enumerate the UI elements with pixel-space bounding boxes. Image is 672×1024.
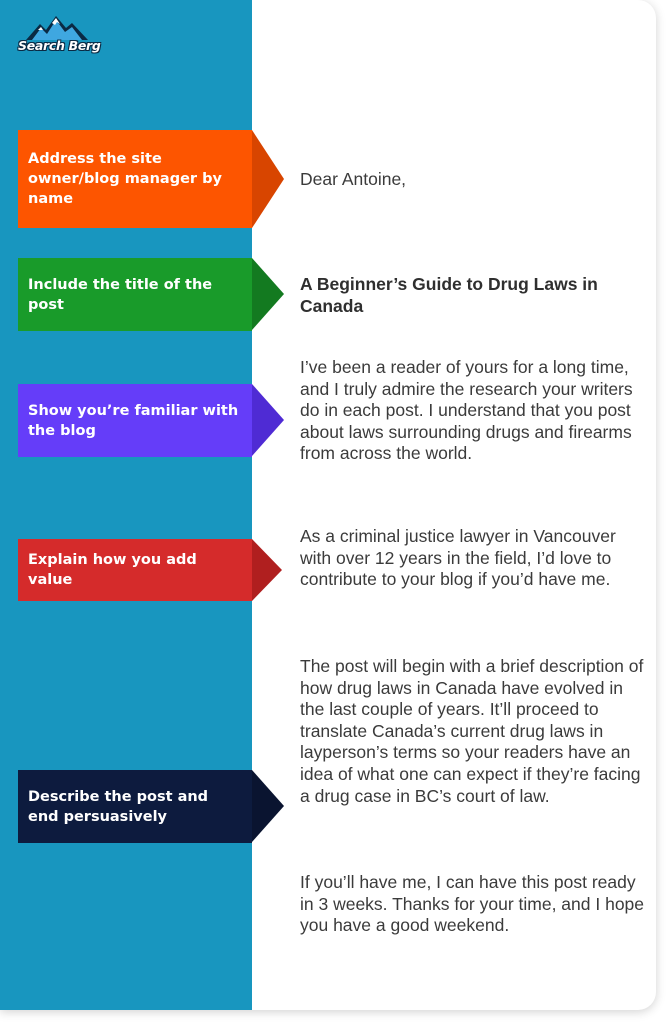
step-arrow <box>252 384 284 456</box>
mountain-icon <box>26 14 92 40</box>
closing-text: If you’ll have me, I can have this post ready in 3 weeks. Thanks for your time, and I hope you have a good weekend. <box>300 872 645 936</box>
step-arrow <box>252 258 284 330</box>
step-arrow <box>252 770 284 842</box>
step-label-text: Include the title of the post <box>28 276 213 313</box>
step-label-text: Show you’re familiar with the blog <box>28 402 239 439</box>
greeting-text: Dear Antoine, <box>300 169 407 189</box>
value-text: As a criminal justice lawyer in Vancouver with over 12 years in the field, I’d love to contribute to your blog if you’d have me. <box>300 526 616 590</box>
step-label-describe <box>18 770 252 843</box>
step-label-familiar <box>18 384 252 457</box>
post-title-text: A Beginner’s Guide to Drug Laws in Canada <box>300 274 598 316</box>
step-label-text: Explain how you add value <box>28 552 197 588</box>
post-description-text: The post will begin with a brief description of how drug laws in Canada have evolved in the last couple of years. It’ll proceed to translate Canada’s current drug laws in layperson’s terms so your readers have an idea of what one can expect if they’re facing a drug case in BC’s court of law. <box>300 656 644 806</box>
step-label-text: Describe the post and end persuasively <box>28 788 209 825</box>
search-berg-logo <box>18 14 102 58</box>
step-label-title <box>18 258 252 331</box>
logo-text: Search Berg <box>18 38 101 53</box>
step-label-value <box>18 539 252 601</box>
step-arrow <box>252 130 284 228</box>
step-label-text: Address the site owner/blog manager by name <box>28 151 222 207</box>
step-label-address <box>18 130 252 228</box>
familiarity-text: I’ve been a reader of yours for a long time, and I truly admire the research your writers do in each post. I understand that you post about laws surrounding drugs and firearms from across the world. <box>300 357 633 464</box>
step-arrow <box>252 539 282 601</box>
